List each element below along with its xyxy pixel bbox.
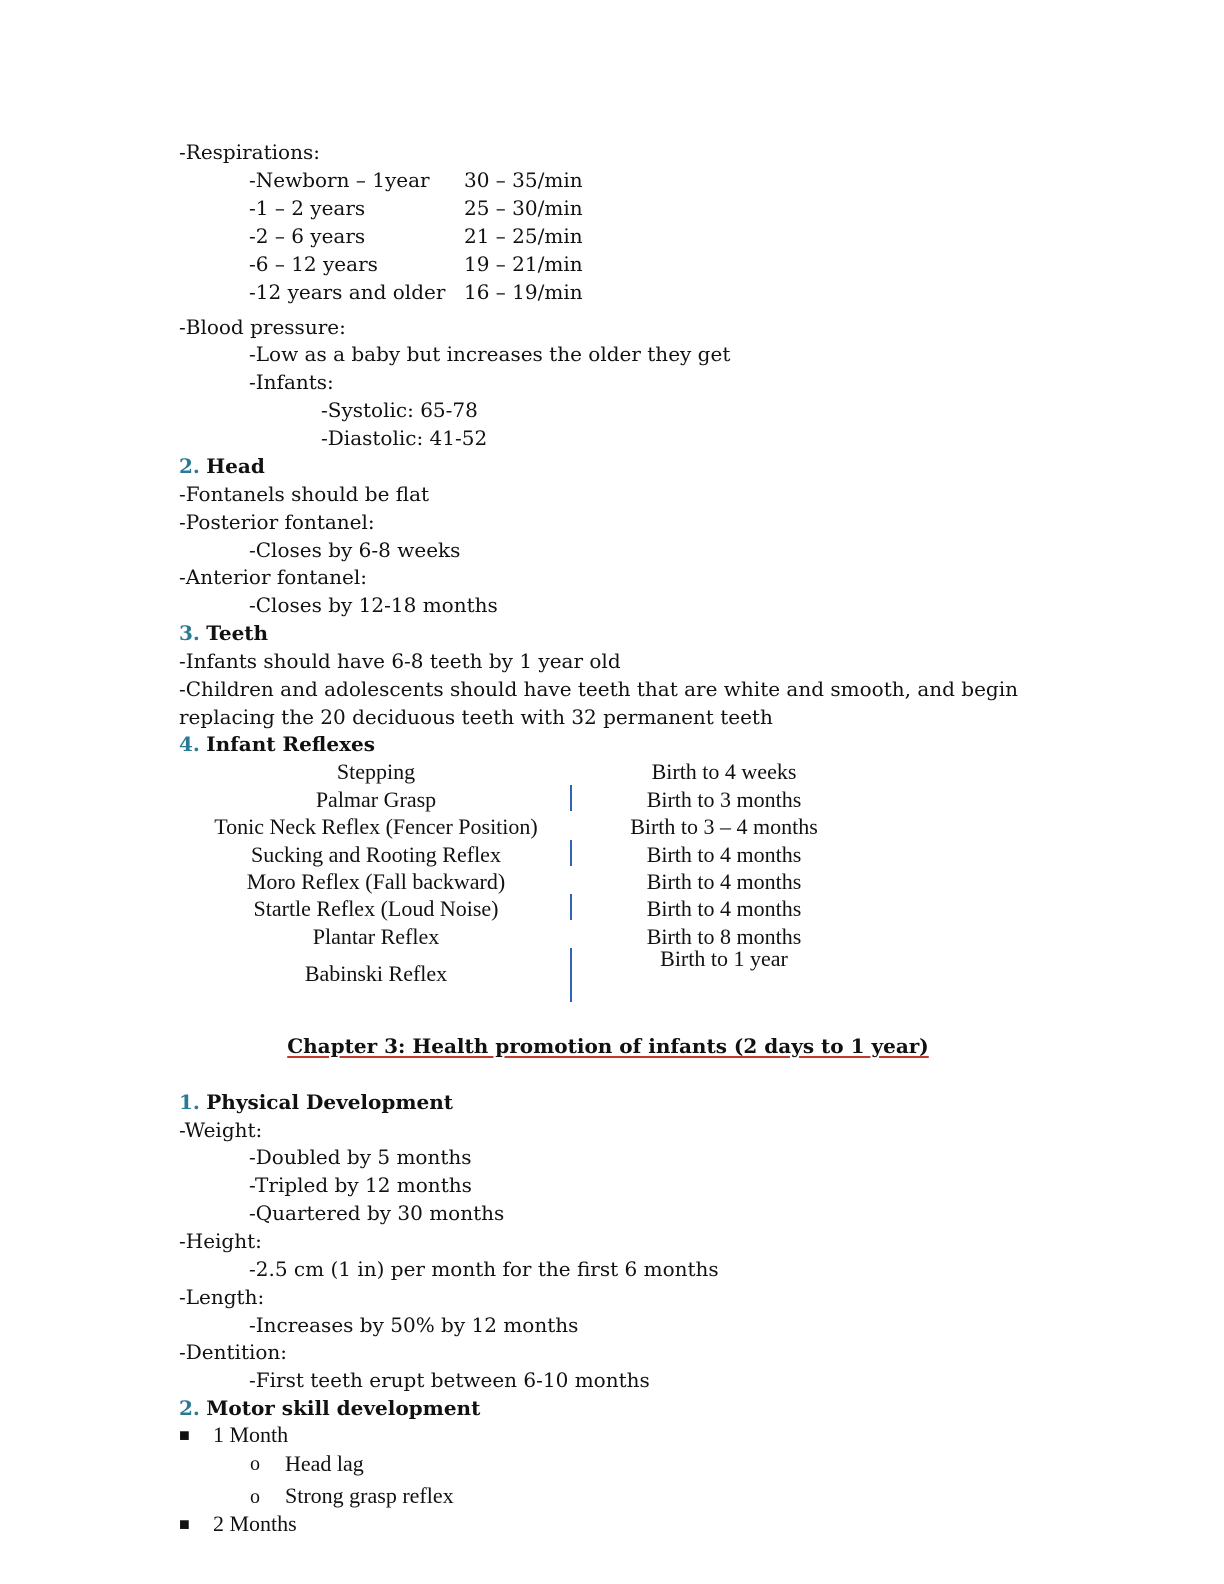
teeth-line: replacing the 20 deciduous teeth with 32 permanent teeth <box>179 705 773 729</box>
circle-bullet-icon: o <box>250 1453 260 1475</box>
length-line: -Increases by 50% by 12 months <box>249 1313 579 1337</box>
reflex-name: Plantar Reflex <box>312 924 440 949</box>
height-line: -2.5 cm (1 in) per month for the first 6 months <box>249 1257 719 1281</box>
chapter-title: Chapter 3: Health promotion of infants (2 days to 1 year) <box>287 1034 929 1058</box>
weight-line: -Quartered by 30 months <box>249 1201 505 1225</box>
head-line: -Closes by 12-18 months <box>249 593 498 617</box>
resp-age: -Newborn – 1year <box>249 168 430 192</box>
table-divider <box>570 785 572 811</box>
reflex-age: Birth to 3 – 4 months <box>630 814 818 839</box>
table-divider <box>570 840 572 866</box>
resp-age: -6 – 12 years <box>249 252 378 276</box>
teeth-line: -Infants should have 6-8 teeth by 1 year old <box>179 649 621 673</box>
circle-bullet-icon: o <box>250 1486 260 1508</box>
section-number: 2. <box>179 1396 200 1420</box>
teeth-heading <box>179 623 268 643</box>
systolic-text: -Systolic: 65-78 <box>321 398 478 422</box>
reflex-name: Palmar Grasp <box>315 787 437 812</box>
head-line: -Anterior fontanel: <box>179 565 368 589</box>
length-label: -Length: <box>179 1285 265 1309</box>
dentition-label: -Dentition: <box>179 1340 288 1364</box>
reflex-age: Birth to 8 months <box>646 924 802 949</box>
weight-label: -Weight: <box>179 1118 263 1142</box>
square-bullet-icon: ■ <box>179 1514 190 1534</box>
diastolic-text: -Diastolic: 41-52 <box>321 426 488 450</box>
weight-line: -Tripled by 12 months <box>249 1173 472 1197</box>
reflexes-heading <box>179 734 375 754</box>
table-divider <box>570 894 572 920</box>
resp-age: -1 – 2 years <box>249 196 366 220</box>
weight-line: -Doubled by 5 months <box>249 1145 472 1169</box>
respirations-label: -Respirations: <box>179 140 320 164</box>
section-number: 2. <box>179 454 200 478</box>
sub-list-item: Strong grasp reflex <box>285 1483 454 1508</box>
bp-note: -Low as a baby but increases the older they get <box>249 342 731 366</box>
section-title: Teeth <box>206 621 269 645</box>
resp-age: -2 – 6 years <box>249 224 366 248</box>
reflex-age: Birth to 4 months <box>646 896 802 921</box>
reflex-name: Moro Reflex (Fall backward) <box>246 869 506 894</box>
reflex-name: Startle Reflex (Loud Noise) <box>253 896 499 921</box>
reflex-age: Birth to 3 months <box>646 787 802 812</box>
reflex-name: Babinski Reflex <box>304 961 448 986</box>
reflex-name: Stepping <box>336 759 416 784</box>
reflex-age: Birth to 4 weeks <box>651 759 797 784</box>
section-title: Physical Development <box>206 1090 454 1114</box>
resp-age: -12 years and older <box>249 280 446 304</box>
section-title: Infant Reflexes <box>206 732 375 756</box>
reflex-name: Tonic Neck Reflex (Fencer Position) <box>214 814 538 839</box>
teeth-line: -Children and adolescents should have teeth that are white and smooth, and begin <box>179 677 1019 701</box>
resp-rate: 30 – 35/min <box>464 168 583 192</box>
resp-rate: 21 – 25/min <box>464 224 583 248</box>
reflex-age: Birth to 1 year <box>660 946 788 971</box>
infants-label: -Infants: <box>249 370 334 394</box>
physical-heading <box>179 1092 453 1112</box>
section-title: Motor skill development <box>206 1396 481 1420</box>
resp-rate: 19 – 21/min <box>464 252 583 276</box>
section-number: 1. <box>179 1090 200 1114</box>
head-line: -Posterior fontanel: <box>179 510 375 534</box>
motor-heading <box>179 1398 480 1418</box>
list-item: 1 Month <box>213 1422 289 1447</box>
head-line: -Closes by 6-8 weeks <box>249 538 461 562</box>
section-title: Head <box>206 454 265 478</box>
resp-rate: 16 – 19/min <box>464 280 583 304</box>
head-heading <box>179 456 265 476</box>
section-number: 4. <box>179 732 200 756</box>
reflex-name: Sucking and Rooting Reflex <box>251 842 501 867</box>
resp-rate: 25 – 30/min <box>464 196 583 220</box>
dentition-line: -First teeth erupt between 6-10 months <box>249 1368 650 1392</box>
reflex-age: Birth to 4 months <box>646 869 802 894</box>
reflex-age: Birth to 4 months <box>646 842 802 867</box>
section-number: 3. <box>179 621 200 645</box>
height-label: -Height: <box>179 1229 262 1253</box>
head-line: -Fontanels should be flat <box>179 482 430 506</box>
sub-list-item: Head lag <box>285 1451 364 1476</box>
table-divider <box>570 948 572 1002</box>
list-item: 2 Months <box>213 1511 297 1536</box>
square-bullet-icon: ■ <box>179 1425 190 1445</box>
bp-label: -Blood pressure: <box>179 315 346 339</box>
